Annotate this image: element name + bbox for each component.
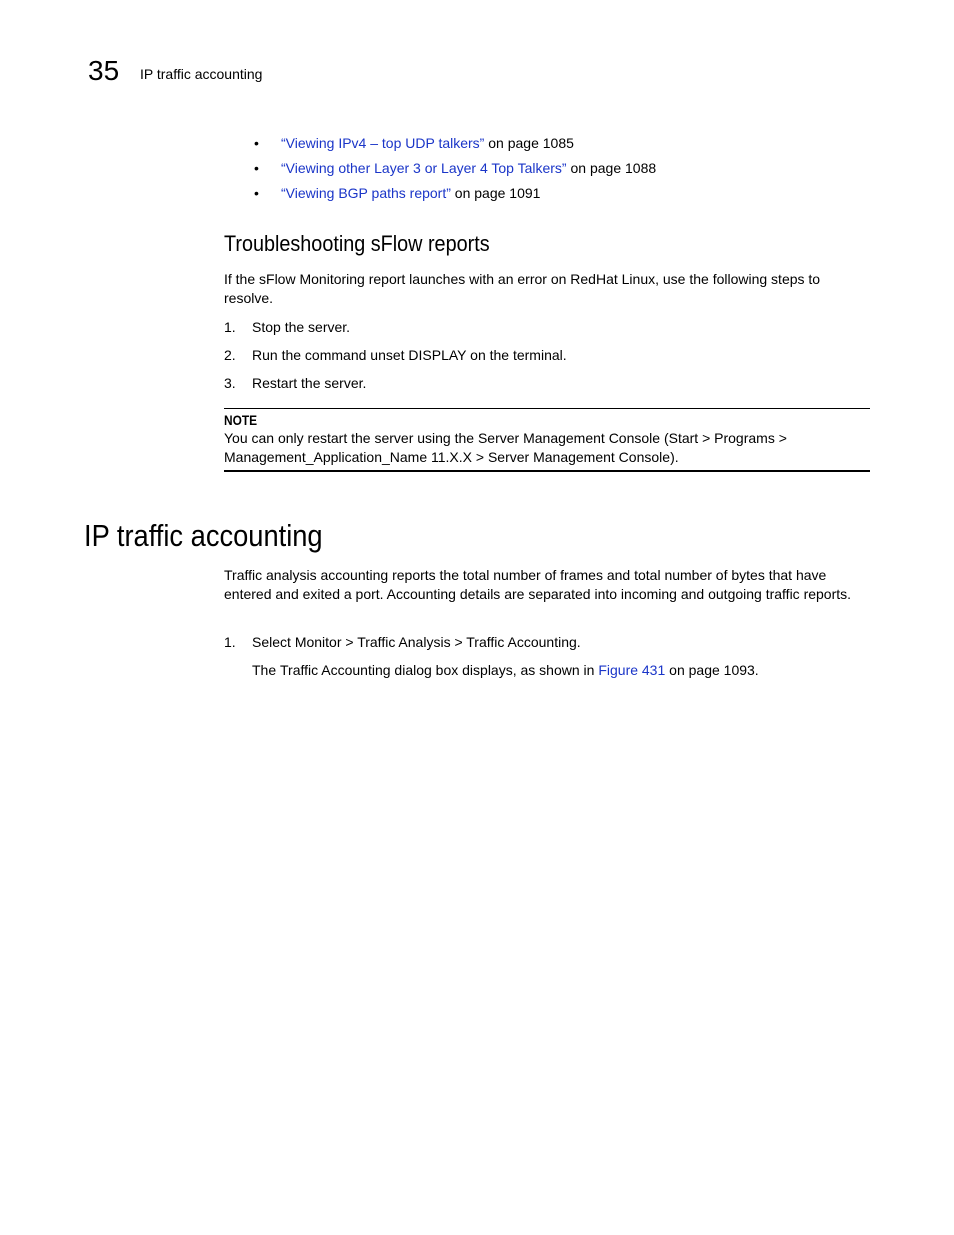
step-item	[0, 346, 954, 364]
result-suffix: on page 1093.	[665, 662, 759, 678]
note-menu-path: Start > Programs > Management_Application_Name 11.X.X > Server Management Console	[224, 430, 787, 465]
note-text-end: ).	[670, 449, 679, 465]
step-prefix: Select	[252, 634, 295, 650]
figure-link[interactable]: Figure 431	[598, 662, 666, 678]
page-reference: on page 1085	[484, 135, 574, 151]
bullet-icon: •	[254, 135, 259, 151]
result-prefix: The	[252, 662, 281, 678]
link-viewing-bgp-paths-report[interactable]: “Viewing BGP paths report”	[281, 185, 451, 201]
running-header-title: IP traffic accounting	[140, 66, 263, 82]
dialog-name: Traffic Accounting	[280, 662, 391, 678]
note-top-rule	[224, 408, 870, 409]
note-text	[224, 429, 870, 467]
page-reference: on page 1088	[566, 160, 657, 176]
result-middle: dialog box displays, as shown in	[390, 662, 599, 678]
troubleshooting-intro: If the sFlow Monitoring report launches with an error on RedHat Linux, use the following steps to resolve.	[224, 271, 821, 306]
link-viewing-layer3-layer4-talkers[interactable]: “Viewing other Layer 3 or Layer 4 Top Talkers”	[281, 160, 567, 176]
step-text: Restart the server.	[252, 375, 367, 391]
step-text: Stop the server.	[252, 319, 351, 335]
bullet-icon: •	[254, 160, 259, 176]
step-item	[0, 318, 954, 336]
section-heading-ip-traffic-accounting: IP traffic accounting	[84, 518, 323, 553]
step-suffix: .	[576, 634, 581, 650]
chapter-number: 35	[88, 55, 120, 86]
note-text-start: You can only restart the server using the Server Management Console (	[224, 430, 669, 446]
step-number: 1.	[224, 319, 236, 335]
section-heading-troubleshooting: Troubleshooting sFlow reports	[224, 231, 490, 256]
step-text	[252, 633, 581, 651]
page-reference: on page 1091	[450, 185, 541, 201]
ip-accounting-intro: Traffic analysis accounting reports the total number of frames and total number of bytes that have entered and exited a port. Accounting details are separated into incoming and outgoing traffic reports.	[224, 567, 852, 602]
note-label: NOTE	[224, 412, 258, 428]
step-item	[0, 633, 954, 651]
bullet-icon: •	[254, 185, 259, 201]
step-item	[0, 374, 954, 392]
step-number: 3.	[224, 375, 236, 391]
step-number: 1.	[224, 634, 236, 650]
step-text: Run the command unset DISPLAY on the terminal.	[252, 347, 567, 363]
link-viewing-ipv4-udp-talkers[interactable]: “Viewing IPv4 – top UDP talkers”	[281, 135, 485, 151]
step-result	[252, 661, 759, 679]
menu-path: Monitor > Traffic Analysis > Traffic Accounting	[294, 634, 577, 650]
note-bottom-rule	[224, 470, 870, 472]
step-number: 2.	[224, 347, 236, 363]
